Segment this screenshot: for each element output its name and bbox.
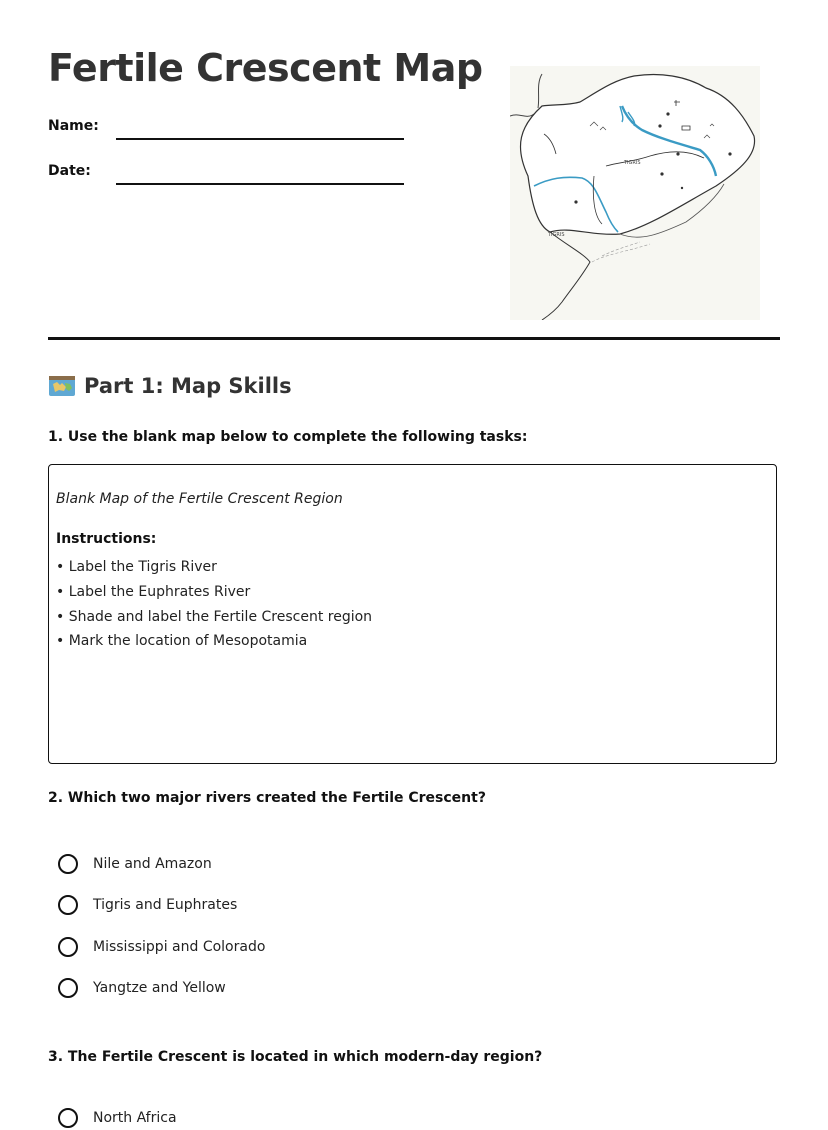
city-dot <box>660 172 663 175</box>
question-3: 3. The Fertile Crescent is located in which modern-day region? <box>48 1049 543 1065</box>
question-2: 2. Which two major rivers created the Fertile Crescent? <box>48 790 486 806</box>
section-divider <box>48 337 780 340</box>
option-label: Mississippi and Colorado <box>93 939 266 955</box>
city-dot <box>676 152 679 155</box>
option-label: Nile and Amazon <box>93 856 212 872</box>
name-field[interactable] <box>116 138 404 140</box>
blank-map-box <box>48 464 777 764</box>
map-label-tigris: TIGRIS <box>624 160 641 166</box>
date-label: Date: <box>48 163 91 179</box>
option-label: Tigris and Euphrates <box>93 897 238 913</box>
instruction-item: • Mark the location of Mesopotamia <box>56 633 308 650</box>
map-caption: Blank Map of the Fertile Crescent Region <box>56 491 343 507</box>
q2-option-1[interactable] <box>58 852 212 876</box>
q2-option-3[interactable] <box>58 935 265 959</box>
page-title: Fertile Crescent Map <box>48 46 483 90</box>
fertile-crescent-map-image <box>510 66 760 320</box>
date-field[interactable] <box>116 183 404 185</box>
q2-option-2[interactable] <box>58 893 237 917</box>
question-1: 1. Use the blank map below to complete the following tasks: <box>48 429 528 445</box>
radio-button[interactable] <box>58 937 78 957</box>
city-dot <box>574 200 577 203</box>
instruction-item: • Shade and label the Fertile Crescent region <box>56 608 373 625</box>
city-dot <box>728 152 731 155</box>
radio-button[interactable] <box>58 978 78 998</box>
city-dot <box>666 112 669 115</box>
world-map-icon <box>48 374 76 398</box>
option-label: Yangtze and Yellow <box>93 980 226 996</box>
part-1-heading <box>48 374 292 398</box>
q3-option-1[interactable] <box>58 1106 177 1130</box>
instruction-item: • Label the Euphrates River <box>56 583 251 600</box>
map-label-tigris-lower: TIGRIS <box>548 232 565 238</box>
instructions-title: Instructions: <box>56 531 157 547</box>
q2-option-4[interactable] <box>58 976 226 1000</box>
instruction-item: • Label the Tigris River <box>56 559 217 575</box>
name-label: Name: <box>48 118 99 134</box>
city-dot <box>658 124 661 127</box>
radio-button[interactable] <box>58 1108 78 1128</box>
part-1-heading-text: Part 1: Map Skills <box>84 374 292 398</box>
instructions-list <box>56 555 372 654</box>
radio-button[interactable] <box>58 895 78 915</box>
radio-button[interactable] <box>58 854 78 874</box>
city-dot <box>681 187 683 189</box>
option-label: North Africa <box>93 1110 177 1126</box>
